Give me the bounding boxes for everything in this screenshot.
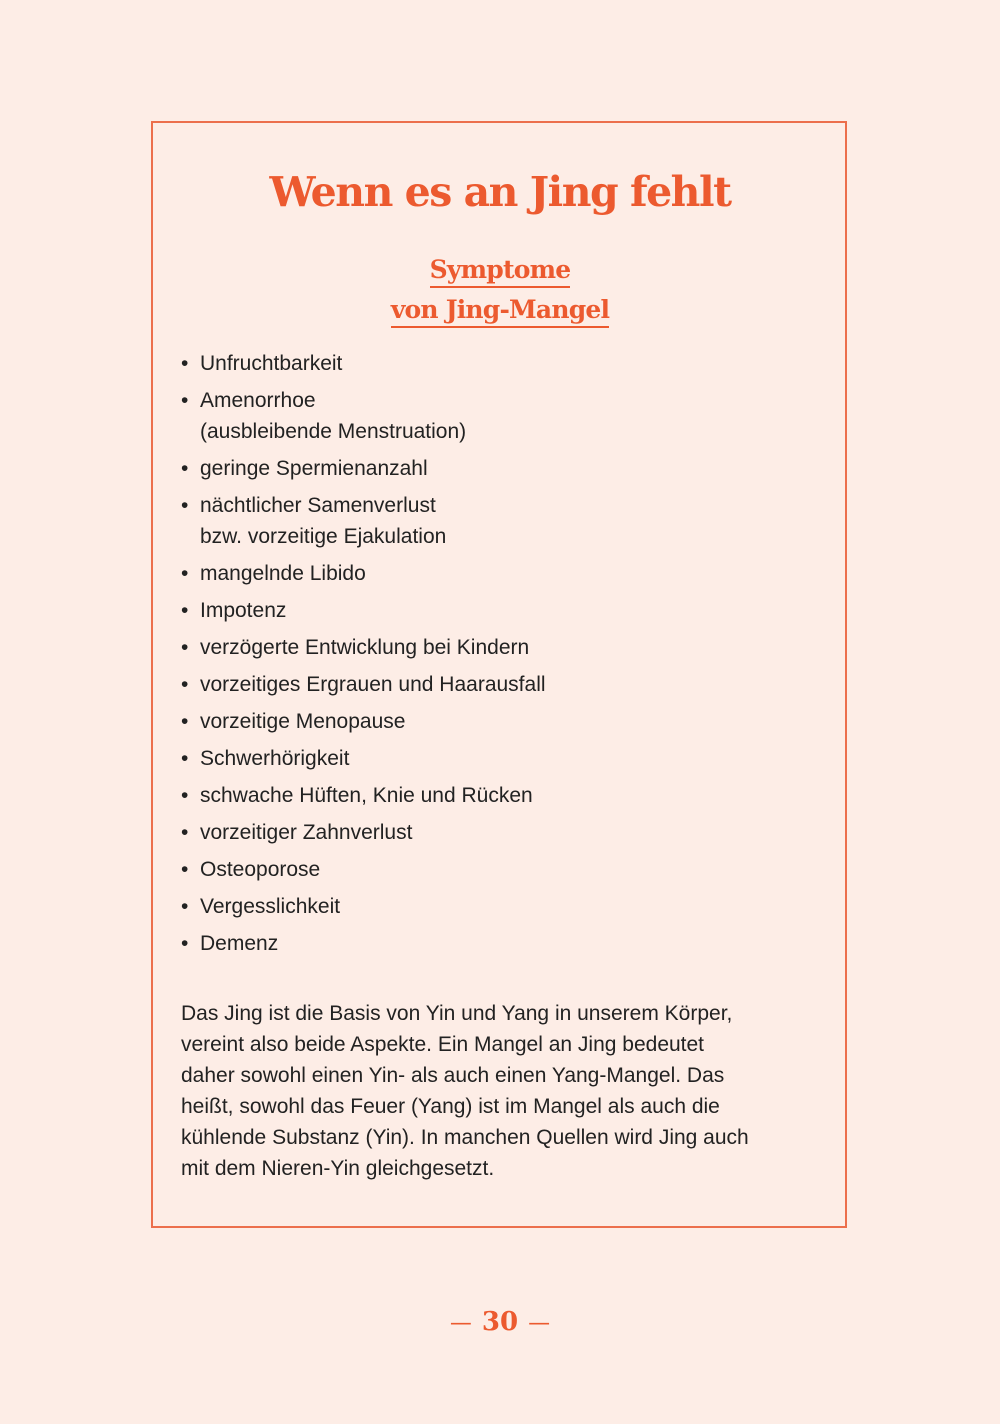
list-item xyxy=(181,348,801,379)
list-item xyxy=(181,854,801,885)
list-item-text-continued: bzw. vorzeitige Ejakulation xyxy=(200,525,447,548)
list-item xyxy=(181,595,801,626)
paragraph-line: daher sowohl einen Yin- als auch einen Yang-Mangel. Das xyxy=(181,1064,725,1087)
page-number-dash-right: — xyxy=(528,1311,551,1336)
list-item-text: Osteoporose xyxy=(200,858,321,881)
list-item xyxy=(181,385,801,447)
list-item-text: Unfruchtbarkeit xyxy=(200,352,343,375)
list-item xyxy=(181,891,801,922)
subtitle-line-1: Symptome xyxy=(430,255,571,288)
page-title: Wenn es an Jing fehlt xyxy=(269,168,731,216)
section-subtitle xyxy=(0,250,1000,330)
list-item-text: Amenorrhoe xyxy=(200,389,316,412)
bullet-icon: • xyxy=(181,821,189,844)
bullet-icon: • xyxy=(181,784,189,807)
bullet-icon: • xyxy=(181,352,189,375)
bullet-icon: • xyxy=(181,710,189,733)
paragraph-line: mit dem Nieren-Yin gleichgesetzt. xyxy=(181,1157,495,1180)
list-item-text: geringe Spermienanzahl xyxy=(200,457,428,480)
list-item xyxy=(181,743,801,774)
body-paragraph xyxy=(181,998,821,1184)
list-item-text: vorzeitiges Ergrauen und Haarausfall xyxy=(200,673,546,696)
page-number xyxy=(0,1307,1000,1337)
bullet-icon: • xyxy=(181,858,189,881)
paragraph-line: kühlende Substanz (Yin). In manchen Quellen wird Jing auch xyxy=(181,1126,749,1149)
list-item xyxy=(181,928,801,959)
paragraph-line: Das Jing ist die Basis von Yin und Yang in unserem Körper, xyxy=(181,1002,733,1025)
list-item xyxy=(181,780,801,811)
bullet-icon: • xyxy=(181,457,189,480)
list-item-text: Impotenz xyxy=(200,599,287,622)
bullet-icon: • xyxy=(181,389,189,412)
bullet-icon: • xyxy=(181,599,189,622)
symptom-list xyxy=(181,348,801,965)
list-item xyxy=(181,490,801,552)
list-item-text: mangelnde Libido xyxy=(200,562,366,585)
subtitle-line-2: von Jing-Mangel xyxy=(391,295,609,328)
list-item-text: Vergesslichkeit xyxy=(200,895,341,918)
list-item-text: Demenz xyxy=(200,932,279,955)
list-item-text: nächtlicher Samenverlust xyxy=(200,494,436,517)
bullet-icon: • xyxy=(181,562,189,585)
paragraph-line: heißt, sowohl das Feuer (Yang) ist im Mangel als auch die xyxy=(181,1095,720,1118)
list-item-text-continued: (ausbleibende Menstruation) xyxy=(200,420,467,443)
list-item-text: vorzeitige Menopause xyxy=(200,710,406,733)
list-item xyxy=(181,453,801,484)
bullet-icon: • xyxy=(181,494,189,517)
list-item-text: Schwerhörigkeit xyxy=(200,747,350,770)
list-item-text: vorzeitiger Zahnverlust xyxy=(200,821,413,844)
bullet-icon: • xyxy=(181,932,189,955)
bullet-icon: • xyxy=(181,747,189,770)
bullet-icon: • xyxy=(181,636,189,659)
paragraph-line: vereint also beide Aspekte. Ein Mangel an Jing bedeutet xyxy=(181,1033,705,1056)
list-item-text: verzögerte Entwicklung bei Kindern xyxy=(200,636,530,659)
list-item xyxy=(181,632,801,663)
page-number-dash-left: — xyxy=(449,1311,472,1336)
page-number-value: 30 xyxy=(481,1307,519,1337)
list-item-text: schwache Hüften, Knie und Rücken xyxy=(200,784,533,807)
list-item xyxy=(181,669,801,700)
list-item xyxy=(181,558,801,589)
bullet-icon: • xyxy=(181,895,189,918)
list-item xyxy=(181,817,801,848)
bullet-icon: • xyxy=(181,673,189,696)
list-item xyxy=(181,706,801,737)
